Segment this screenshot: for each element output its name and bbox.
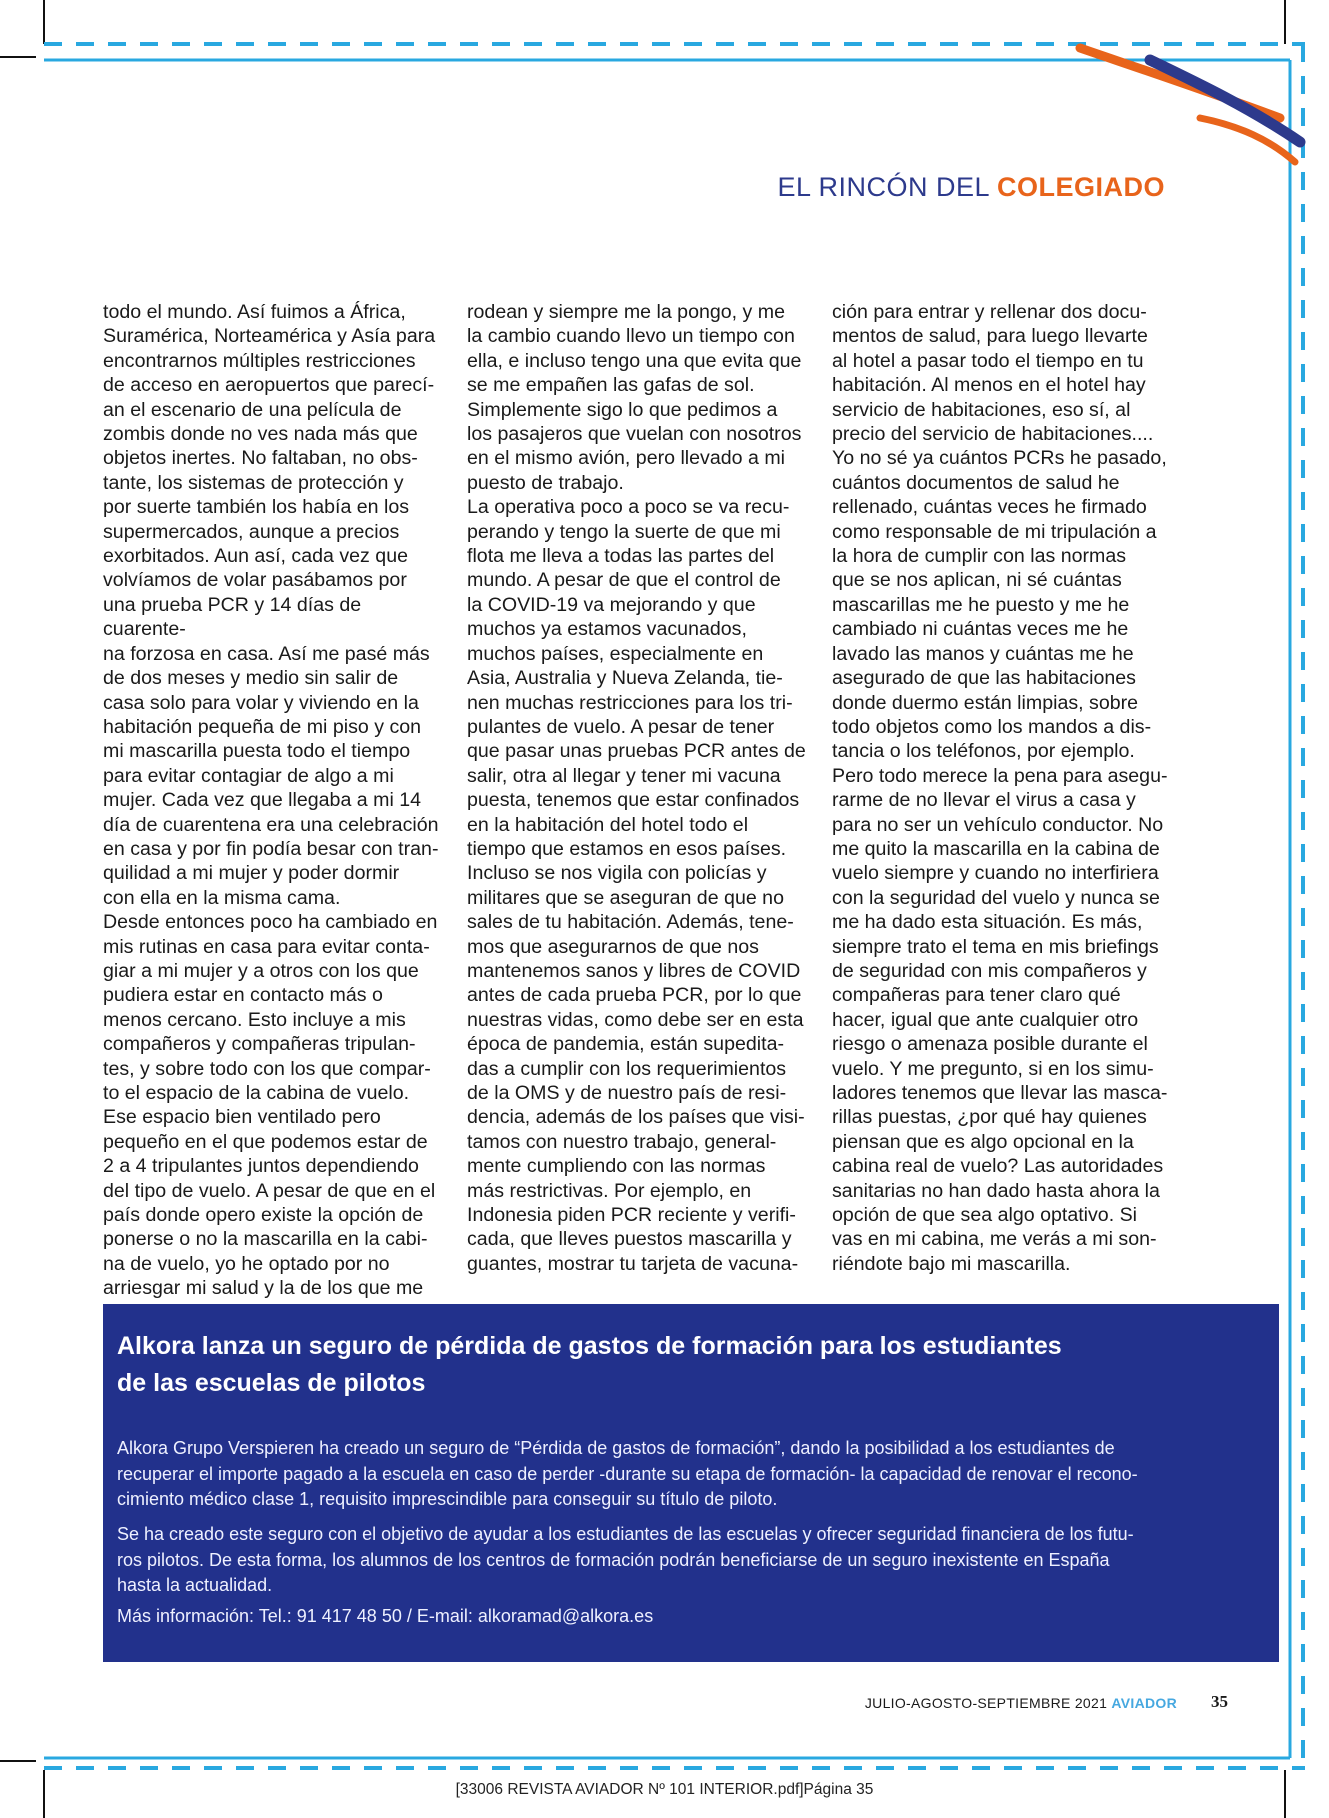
section-title-prefix: EL RINCÓN DEL xyxy=(777,172,997,202)
page-number: 35 xyxy=(1211,1692,1228,1711)
issue-footer xyxy=(865,1695,1177,1711)
article-column-1 xyxy=(103,300,449,1301)
news-box-title: Alkora lanza un seguro de pérdida de gastos de formación para los estudiantes de las escuelas de pilotos xyxy=(117,1332,1062,1397)
news-box-paragraph: Alkora Grupo Verspieren ha creado un seguro de “Pérdida de gastos de formación”, dando la posibilidad a los estudiantes de recuperar el importe pagado a la escuela en caso de perder -durante su etapa de formación- la capacidad de renovar el recono- cimiento médico clase 1, requisito imprescindible para conseguir su título de piloto. xyxy=(117,1438,1138,1509)
news-box-paragraph: Se ha creado este seguro con el objetivo de ayudar a los estudiantes de las escuelas y ofrecer seguridad financiera de los futu- ros pilotos. De esta forma, los alumnos de los centros de formación podrán beneficiarse de un seguro inexistente en España hasta la actualidad. xyxy=(117,1524,1134,1595)
magazine-brand: AVIADOR xyxy=(1111,1695,1177,1711)
news-box xyxy=(103,1304,1279,1662)
article-text: rodean y siempre me la pongo, y me la cambio cuando llevo un tiempo con ella, e incluso tengo una que evita que se me empañen las gafas de sol. Simplemente sigo lo que pedimos a los pasajeros que vuelan con nosotros en el mismo avión, pero llevado a mi puesto de trabajo. La operativa poco a poco se va recu- perando y tengo la suerte de que mi flota me lleva a todas las partes del mundo. A pesar de que el control de la COVID-19 va mejorando y que muchos ya estamos vacunados, muchos países, especialmente en Asia, Australia y Nueva Zelanda, tie- nen muchas restricciones para los tri- pulantes de vuelo. A pesar de tener que pasar unas pruebas PCR antes de salir, otra al llegar y tener mi vacuna puesta, tenemos que estar confinados en la habitación del hotel todo el tiempo que estamos en esos países. Incluso se nos vigila con policías y militares que se aseguran de que no sales de tu habitación. Además, tene- mos que asegurarnos de que nos mantenemos sanos y libres de COVID antes de cada prueba PCR, por lo que nuestras vidas, como debe ser en esta época de pandemia, están supedita- das a cumplir con los requerimientos de la OMS y de nuestro país de resi- dencia, además de los países que visi- tamos con nuestro trabajo, general- mente cumpliendo con las normas más restrictivas. Por ejemplo, en Indonesia piden PCR reciente y verifi- cada, que lleves puestos mascarilla y guantes, mostrar tu tarjeta de vacuna- xyxy=(467,301,806,1275)
section-title-accent: COLEGIADO xyxy=(996,172,1165,202)
article-text: todo el mundo. Así fuimos a África, Suramérica, Norteamérica y Asía para encontrarnos múltiples restricciones de acceso en aeropuertos que parecí- an el escenario de una película de zombis donde no ves nada más que objetos inertes. No faltaban, no obs- tante, los sistemas de protección y por suerte también los había en los supermercados, aunque a precios exorbitados. Aun así, cada vez que volvíamos de volar pasábamos por una prueba PCR y 14 días de cuarente- na forzosa en casa. Así me pasé más de dos meses y medio sin salir de casa solo para volar y viviendo en la habitación pequeña de mi piso y con mi mascarilla puesta todo el tiempo para evitar contagiar de algo a mi mujer. Cada vez que llegaba a mi 14 día de cuarentena era una celebración en casa y por fin podía besar con tran- quilidad a mi mujer y poder dormir con ella en la misma cama. Desde entonces poco ha cambiado en mis rutinas en casa para evitar conta- giar a mi mujer y a otros con los que pudiera estar en contacto más o menos cercano. Esto incluye a mis compañeros y compañeras tripulan- tes, y sobre todo con los que compar- to el espacio de la cabina de vuelo. Ese espacio bien ventilado pero pequeño en el que podemos estar de 2 a 4 tripulantes juntos dependiendo del tipo de vuelo. A pesar de que en el país donde opero existe la opción de ponerse o no la mascarilla en la cabi- na de vuelo, yo he optado por no arriesgar mi salud y la de los que me xyxy=(103,301,439,1300)
article-text: ción para entrar y rellenar dos docu- mentos de salud, para luego llevarte al hotel a pasar todo el tiempo en tu habitación. Al menos en el hotel hay servicio de habitaciones, eso sí, al precio del servicio de habitaciones.... Yo no sé ya cuántos PCRs he pasado, cuántos documentos de salud he rellenado, cuántas veces he firmado como responsable de mi tripulación a la hora de cumplir con las normas que se nos aplican, ni sé cuántas mascarillas me he puesto y me he cambiado ni cuántas veces me he lavado las manos y cuántas me he asegurado de que las habitaciones donde duermo están limpias, sobre todo objetos como los mandos a dis- tancia o los teléfonos, por ejemplo. Pero todo merece la pena para asegu- rarme de no llevar el virus a casa y para no ser un vehículo conductor. No me quito la mascarilla en la cabina de vuelo siempre y cuando no interfiriera con la seguridad del vuelo y nunca se me ha dado esta situación. Es más, siempre trato el tema en mis briefings de seguridad con mis compañeros y compañeras para tener claro qué hacer, igual que ante cualquier otro riesgo o amenaza posible durante el vuelo. Y me pregunto, si en los simu- ladores tenemos que llevar las masca- rillas puestas, ¿por qué hay quienes piensan que es algo opcional en la cabina real de vuelo? Las autoridades sanitarias no han dado hasta ahora la opción de que sea algo optativo. Si vas en mi cabina, me verás a mi son- riéndote bajo mi mascarilla. xyxy=(832,301,1168,1275)
news-box-contact: Más información: Tel.: 91 417 48 50 / E-mail: alkoramad@alkora.es xyxy=(117,1606,654,1626)
article-column-3 xyxy=(832,300,1178,1276)
issue-date: JULIO-AGOSTO-SEPTIEMBRE 2021 xyxy=(864,1695,1112,1711)
section-title xyxy=(777,172,1165,203)
file-label: [33006 REVISTA AVIADOR Nº 101 INTERIOR.pdf]Página 35 xyxy=(455,1781,874,1798)
decorative-swoosh xyxy=(1080,48,1300,162)
article-column-2 xyxy=(467,300,813,1276)
